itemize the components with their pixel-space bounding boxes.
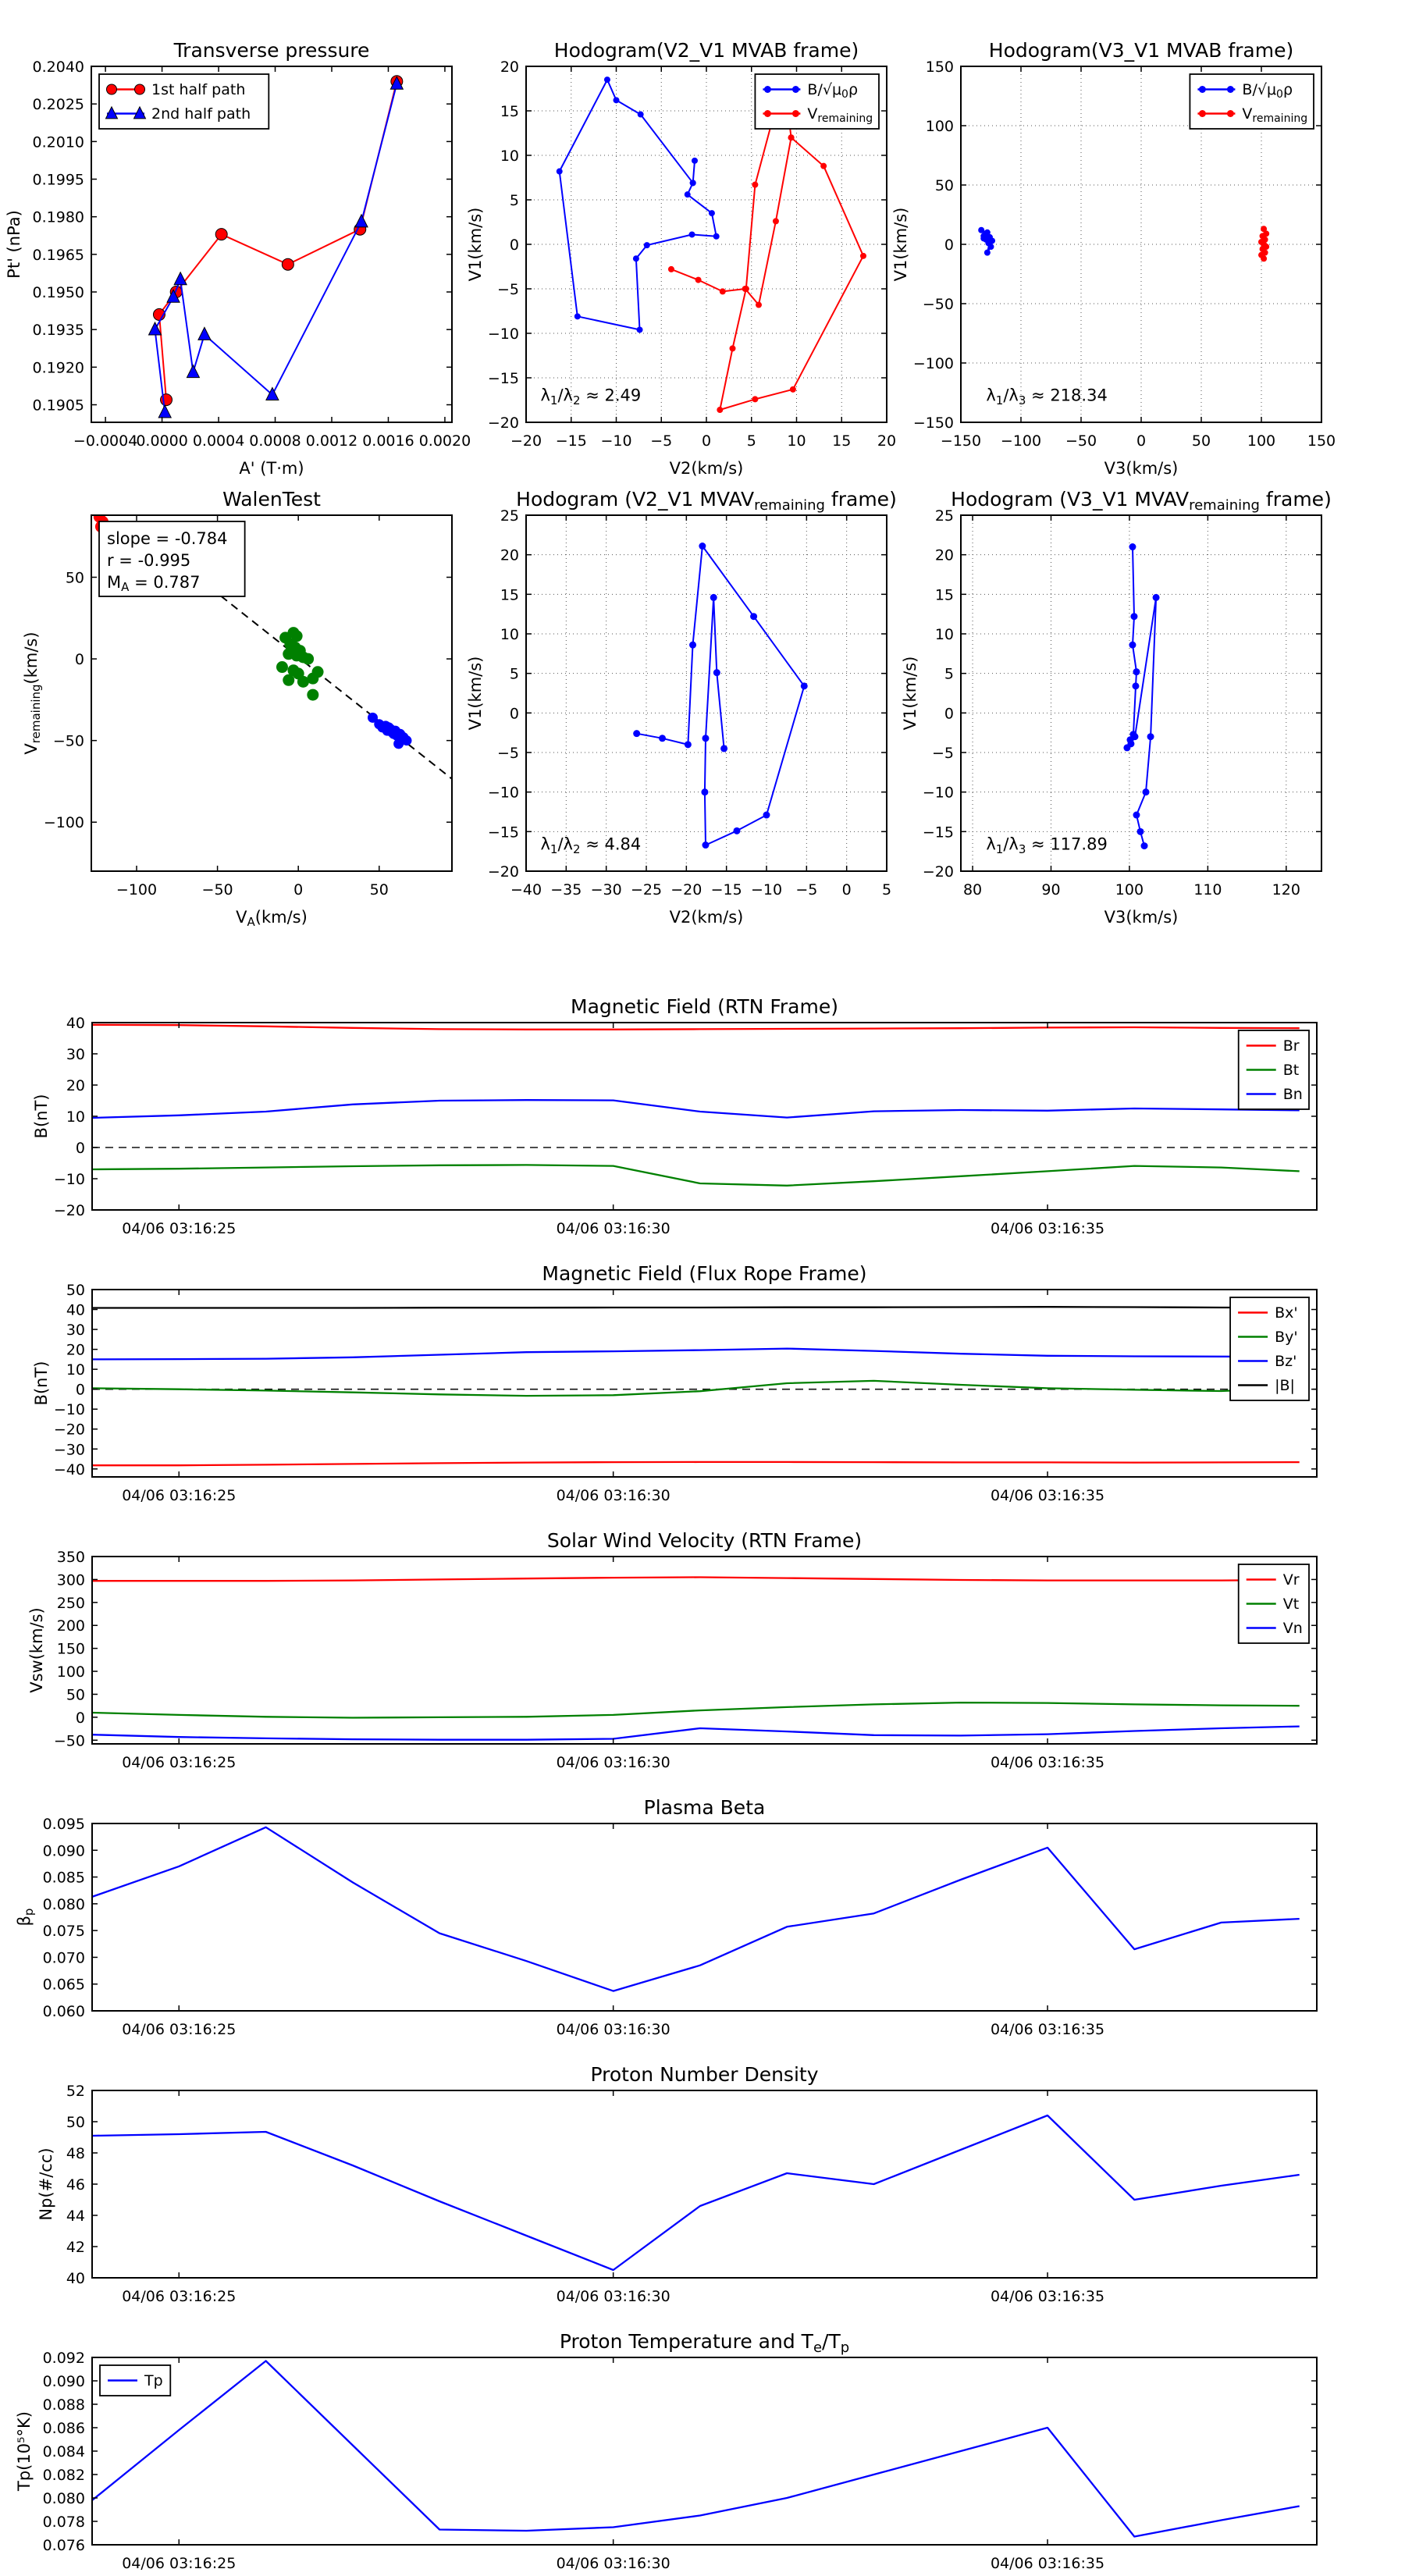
y-tick-label: 0.2025 [32,96,84,114]
y-tick-label: 0 [944,237,954,254]
y-tick-label: 15 [500,586,519,604]
series-Bt [92,1165,1300,1185]
x-tick-label: 50 [369,881,389,898]
stats-textbox [99,521,245,596]
x-tick-label: 04/06 03:16:30 [556,2021,670,2038]
ticks [92,1023,1317,1210]
x-tick-label: 0.0012 [305,432,358,450]
y-tick-label: 20 [66,1077,85,1094]
y-tick-label: 30 [66,1046,85,1063]
y-tick-label: −20 [53,1421,85,1439]
x-axis-label: V2(km/s) [669,908,744,927]
plot-title: Proton Number Density [590,2063,819,2086]
series-last-interval-points [368,713,412,749]
y-tick-label: 42 [66,2239,85,2256]
y-tick-label: 0 [509,237,519,254]
y-tick-label: 0.060 [42,2003,85,2020]
legend-box [1230,1297,1309,1400]
x-tick-label: 04/06 03:16:25 [122,2288,237,2305]
x-tick-label: −100 [1000,432,1042,450]
series-Br [92,1025,1300,1030]
legend-item-label: Vremaining [1242,105,1308,125]
series-beta-p [92,1827,1300,1991]
series-Bz-prime [92,1349,1300,1360]
legend-box [1239,1564,1309,1643]
plot-proton-temp [15,2330,1317,2572]
y-tick-label: 0.082 [42,2467,85,2484]
plot-walen-test [22,488,452,929]
stats-line: $M_A = 0.787$ [107,573,201,595]
y-tick-label: 100 [56,1663,85,1681]
y-tick-label: −5 [931,745,954,762]
series-V-remaining-hodogram [1123,543,1159,849]
y-tick-label: −40 [53,1461,85,1478]
legend-item-label: Vn [1282,1620,1303,1638]
y-tick-label: 0.084 [42,2443,85,2460]
plot-title: Hodogram (V3_V1 $MVAV_{remaining}$ frame) [951,488,1332,514]
x-tick-label: −5 [795,881,818,898]
y-tick-label: 0.080 [42,2490,85,2507]
y-tick-label: 50 [66,1282,85,1299]
legend-box [1190,74,1314,129]
y-tick-label: −15 [922,824,954,841]
y-tick-label: 0.070 [42,1949,85,1967]
y-tick-label: 0.090 [42,1842,85,1860]
y-tick-label: −10 [487,326,519,343]
x-tick-label: −10 [750,881,783,898]
legend-item-label: B/√μ0ρ [807,81,859,101]
axes-frame [92,2357,1317,2545]
x-tick-label: 04/06 03:16:35 [990,1220,1105,1237]
legend-box [100,2365,170,2396]
legend-item-label: 1st half path [151,81,246,99]
y-tick-label: 25 [934,507,954,525]
y-tick-label: 0 [509,705,519,723]
x-axis-label: V3(km/s) [1104,908,1179,927]
annotation: $\lambda_1/\lambda_3 \approx 117.89$ [986,834,1108,856]
x-tick-label: −35 [550,881,582,898]
y-tick-label: 0 [944,705,954,723]
plot-title: Plasma Beta [643,1796,766,1819]
x-tick-label: 04/06 03:16:30 [556,2288,670,2305]
y-tick-label: 150 [56,1640,85,1658]
ticks [92,2090,1317,2278]
ticks [92,2357,1317,2545]
y-axis-label: Np(#/cc) [37,2147,55,2221]
y-tick-label: 350 [56,1549,85,1566]
y-axis-label: B(nT) [32,1361,51,1406]
x-tick-label: 0 [701,432,712,450]
y-axis-label: Tp(10⁵°K) [15,2411,34,2491]
stats-line: slope = -0.784 [107,529,228,548]
x-tick-label: −40 [510,881,542,898]
x-tick-label: 04/06 03:16:35 [990,2021,1105,2038]
x-tick-label: 80 [962,881,983,898]
y-tick-label: 0.080 [42,1895,85,1913]
y-tick-label: 15 [500,103,519,120]
plot-proton-density [37,2063,1317,2305]
series-B-over-sqrt-mu0rho [978,227,995,256]
x-tick-label: 04/06 03:16:30 [556,1220,670,1237]
legend-item-label: Vt [1282,1596,1300,1614]
x-tick-label: 90 [1041,881,1061,898]
series-middle-points [276,627,324,700]
x-tick-label: 15 [832,432,852,450]
y-tick-label: 5 [509,665,519,683]
x-tick-label: 04/06 03:16:30 [556,2555,670,2572]
plot-title: Hodogram (V2_V1 $MVAV_{remaining}$ frame) [516,488,897,514]
x-tick-label: 04/06 03:16:35 [990,1754,1105,1771]
y-tick-label: 46 [66,2176,85,2194]
plot-title: Hodogram(V3_V1 MVAB frame) [988,39,1294,62]
y-axis-label: $\beta_p$ [15,1908,37,1927]
axes-frame [92,1290,1317,1477]
x-tick-label: 04/06 03:16:25 [122,1487,237,1504]
y-tick-label: −20 [922,863,954,881]
y-tick-label: 25 [500,507,519,525]
x-tick-label: 0.0000 [136,432,188,450]
y-tick-label: −15 [487,370,519,387]
x-tick-label: 100 [1247,432,1276,450]
legend-item-label: |B| [1275,1377,1295,1395]
y-tick-label: 10 [500,626,519,643]
y-tick-label: 10 [66,1361,85,1379]
x-tick-label: 10 [787,432,806,450]
y-axis-label: V1(km/s) [466,656,485,731]
y-axis-label: Vsw(km/s) [27,1607,46,1693]
y-tick-label: 10 [66,1108,85,1126]
y-tick-label: −150 [912,415,954,432]
x-tick-label: −50 [201,881,233,898]
y-tick-label: 0.1920 [32,359,84,377]
legend-item-label: B/√μ0ρ [1242,81,1293,101]
y-tick-label: 0.065 [42,1976,85,1994]
y-tick-label: −10 [53,1401,85,1419]
y-tick-label: 0.2010 [32,133,84,151]
y-tick-label: 0 [74,651,84,669]
x-tick-label: 0.0016 [362,432,414,450]
y-tick-label: 0.092 [42,2350,85,2367]
plot-transverse-pressure [5,39,471,478]
y-tick-label: 50 [66,2114,85,2131]
plot-mf-frf [32,1262,1317,1504]
y-tick-label: −10 [53,1171,85,1188]
x-tick-label: −5 [650,432,673,450]
x-tick-label: 04/06 03:16:25 [122,2555,237,2572]
legend-item-label: 2nd half path [151,105,251,123]
y-tick-label: 0 [75,1709,85,1727]
y-tick-label: 40 [66,2270,85,2287]
x-tick-label: −30 [590,881,622,898]
plot-swv [27,1529,1317,1771]
x-tick-label: 120 [1272,881,1300,898]
annotation: $\lambda_1/\lambda_2 \approx 2.49$ [540,386,642,407]
y-tick-label: 0.2040 [32,59,84,76]
series-B-magnitude [92,1307,1300,1308]
y-axis-label: V1(km/s) [891,207,910,282]
x-tick-label: 5 [746,432,756,450]
y-tick-label: −30 [53,1441,85,1459]
y-tick-label: −15 [487,824,519,841]
legend-item-label: Bz' [1275,1353,1297,1371]
x-tick-label: −15 [555,432,587,450]
x-tick-label: 04/06 03:16:35 [990,1487,1105,1504]
x-tick-label: 50 [1191,432,1211,450]
y-tick-label: 0 [75,1381,85,1399]
y-tick-label: 40 [66,1301,85,1319]
y-tick-label: 0.076 [42,2537,85,2554]
ticks [92,1823,1317,2011]
axes-frame [92,1557,1317,1744]
legend-item-label: Tp [144,2372,163,2390]
y-tick-label: 0.095 [42,1816,85,1833]
x-tick-label: 100 [1115,881,1144,898]
x-tick-label: −15 [710,881,742,898]
y-tick-label: 50 [934,177,954,194]
x-tick-label: 5 [881,881,892,898]
x-tick-label: 0 [1136,432,1147,450]
y-tick-label: −10 [922,784,954,802]
grid [526,515,887,871]
x-tick-label: −150 [940,432,982,450]
annotation: $\lambda_1/\lambda_2 \approx 4.84$ [540,834,642,856]
annotation: $\lambda_1/\lambda_3 \approx 218.34$ [986,386,1108,407]
ticks [92,1557,1317,1744]
y-tick-label: 40 [66,1015,85,1032]
series-Tp [92,2361,1300,2537]
series-By-prime [92,1381,1300,1396]
y-tick-label: 0.1965 [32,246,84,264]
y-tick-label: −50 [52,732,84,750]
series-Vn [92,1727,1300,1740]
y-tick-label: 10 [934,626,954,643]
y-tick-label: 300 [56,1571,85,1589]
series-V-remaining [1258,226,1269,262]
y-tick-label: −20 [487,863,519,881]
plot-mf-rtn [32,995,1317,1237]
y-axis-label: B(nT) [32,1094,51,1139]
x-tick-label: −0.0004 [73,432,138,450]
plot-title: Hodogram(V2_V1 MVAB frame) [553,39,859,62]
y-tick-label: 20 [934,546,954,564]
x-axis-label: A' (T·m) [239,459,304,478]
y-tick-label: 0.090 [42,2373,85,2390]
y-tick-label: −5 [496,745,519,762]
y-tick-label: −5 [496,281,519,298]
y-tick-label: 0.088 [42,2396,85,2414]
axes-frame [92,1023,1317,1210]
stats-line: r = -0.995 [107,551,191,570]
x-tick-label: 0 [841,881,852,898]
series-Vt [92,1703,1300,1717]
y-tick-label: 0.078 [42,2514,85,2531]
x-tick-label: 150 [1307,432,1336,450]
y-tick-label: 100 [925,118,954,135]
y-tick-label: 44 [66,2208,85,2225]
y-axis-label: V1(km/s) [466,207,485,282]
y-tick-label: −50 [53,1732,85,1750]
plot-plasma-beta [15,1796,1317,2038]
x-tick-label: 0.0020 [418,432,471,450]
y-tick-label: −10 [487,784,519,802]
x-tick-label: −10 [600,432,632,450]
y-tick-label: 15 [934,586,954,604]
y-tick-label: −50 [922,296,954,313]
legend-item-label: Vremaining [807,105,873,125]
series-Vr [92,1578,1300,1582]
x-tick-label: −50 [1065,432,1097,450]
plot-title: Solar Wind Velocity (RTN Frame) [546,1529,863,1552]
ticks [526,515,887,871]
x-tick-label: 0 [293,881,304,898]
series-Bn [92,1100,1300,1118]
legend-item-label: Bx' [1275,1304,1298,1322]
series-B-over-sqrt-mu0rho [557,76,720,333]
x-axis-label: V2(km/s) [669,459,744,478]
plot-title: Proton Temperature and $T_e/T_p$ [559,2330,850,2356]
y-tick-label: 0.1980 [32,208,84,226]
y-tick-label: 48 [66,2145,85,2162]
x-tick-label: −20 [510,432,542,450]
x-tick-label: −20 [670,881,702,898]
y-tick-label: 5 [509,192,519,209]
legend-item-label: Bt [1282,1062,1300,1080]
plot-hodogram-v2v1-mvab [466,39,896,478]
y-tick-label: 150 [925,59,954,76]
x-tick-label: 20 [877,432,897,450]
y-tick-label: 200 [56,1617,85,1635]
y-tick-label: 0.1905 [32,397,84,415]
y-tick-label: 20 [500,59,519,76]
legend-item-label: Vr [1282,1571,1300,1589]
legend-box [1239,1030,1309,1109]
x-tick-label: 04/06 03:16:30 [556,1754,670,1771]
legend-item-label: Bn [1282,1086,1303,1104]
ticks [92,1290,1317,1477]
y-tick-label: 0 [75,1140,85,1157]
series-Bx-prime [92,1462,1300,1465]
plot-title: WalenTest [222,488,321,511]
plot-title: Transverse pressure [173,39,370,62]
x-axis-label: $V_A(km/s)$ [236,908,308,930]
x-tick-label: 04/06 03:16:25 [122,1754,237,1771]
axes-frame [92,2090,1317,2278]
y-tick-label: 0.1935 [32,322,84,340]
y-tick-label: 52 [66,2083,85,2100]
x-tick-label: −25 [630,881,663,898]
series-V-remaining-hodogram [633,543,808,849]
y-tick-label: 0.075 [42,1923,85,1941]
y-tick-label: 50 [66,1686,85,1704]
y-tick-label: −20 [53,1202,85,1219]
series-Np [92,2115,1300,2270]
y-tick-label: 0.1995 [32,171,84,189]
y-tick-label: 250 [56,1594,85,1612]
x-tick-label: −100 [116,881,158,898]
y-axis-label: V1(km/s) [901,656,919,731]
plot-hodogram-v2v1-mvav [466,488,897,927]
y-tick-label: −100 [912,355,954,372]
x-tick-label: 0.0008 [249,432,301,450]
axes-frame [92,1823,1317,2011]
plot-title: Magnetic Field (Flux Rope Frame) [542,1262,867,1285]
x-tick-label: 04/06 03:16:35 [990,2288,1105,2305]
legend-box [755,74,879,129]
y-tick-label: 50 [65,569,84,587]
y-tick-label: −100 [43,814,84,832]
plot-hodogram-v3v1-mvav [901,488,1332,927]
y-tick-label: 30 [66,1322,85,1340]
x-tick-label: 04/06 03:16:30 [556,1487,670,1504]
x-tick-label: 04/06 03:16:25 [122,2021,237,2038]
y-tick-label: 0.1950 [32,284,84,302]
x-tick-label: 04/06 03:16:25 [122,1220,237,1237]
x-tick-label: 04/06 03:16:35 [990,2555,1105,2572]
x-tick-label: 0.0004 [192,432,245,450]
y-tick-label: −20 [487,415,519,432]
y-tick-label: 20 [500,546,519,564]
y-tick-label: 0.085 [42,1869,85,1887]
plot-title: Magnetic Field (RTN Frame) [571,995,838,1018]
legend-item-label: By' [1275,1329,1298,1347]
y-tick-label: 20 [66,1341,85,1359]
legend-box [99,74,269,129]
y-axis-label: Pt' (nPa) [5,210,23,279]
y-tick-label: 5 [944,665,954,683]
plot-hodogram-v3v1-mvab [891,39,1336,478]
y-tick-label: 0.086 [42,2420,85,2437]
x-axis-label: V3(km/s) [1104,459,1179,478]
legend-item-label: Br [1282,1037,1300,1055]
y-axis-label: $V_{remaining}(km/s)$ [22,632,44,755]
axes-frame [526,515,887,871]
y-tick-label: 10 [500,148,519,165]
x-tick-label: 110 [1193,881,1222,898]
